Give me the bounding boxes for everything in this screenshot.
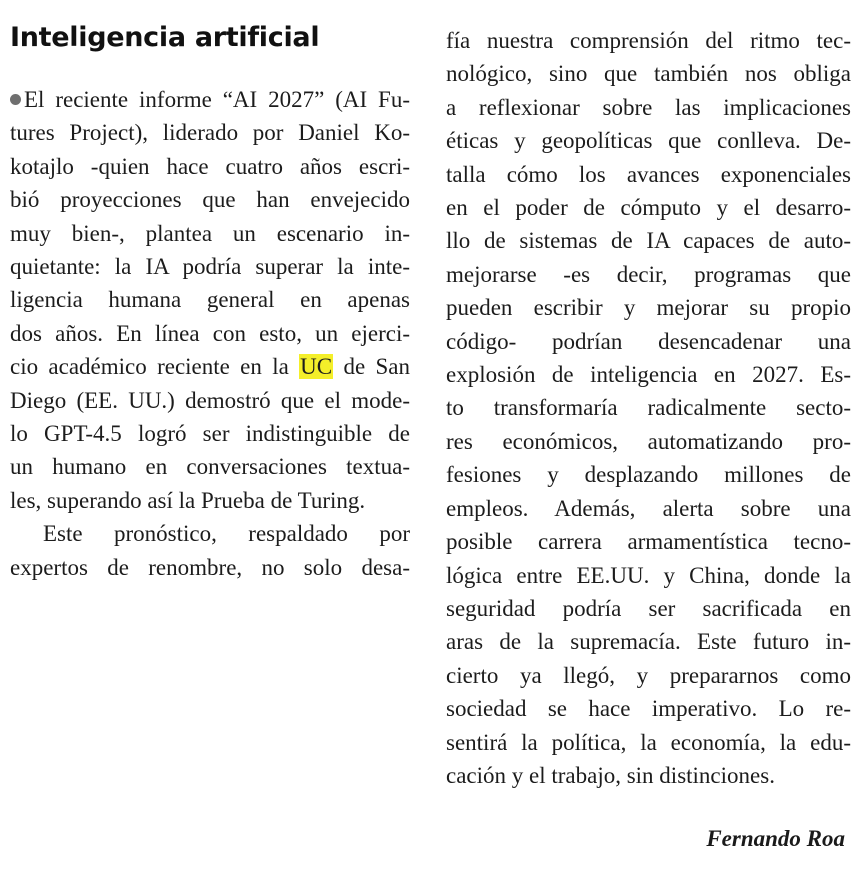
bullet-icon — [10, 94, 21, 105]
text-line: cación y el trabajo, sin distinciones. — [446, 762, 775, 788]
text-line: fía nuestra comprensión del ritmo tec- — [446, 28, 851, 53]
text-line: expertos de renombre, no solo desa- — [10, 554, 410, 580]
text-line: pueden escribir y mejorar su propio — [446, 295, 851, 321]
text-line-highlighted: cio académico reciente en la UC de San — [10, 354, 410, 380]
text-line: en el poder de cómputo y el desarro- — [446, 195, 851, 221]
text-line: a reflexionar sobre las implicaciones — [446, 94, 851, 120]
text-line: Diego (EE. UU.) demostró que el mode- — [10, 387, 410, 413]
text-line: explosión de inteligencia en 2027. Es- — [446, 362, 851, 388]
text-line: to transformaría radicalmente secto- — [446, 395, 851, 421]
text-line: res económicos, automatizando pro- — [446, 428, 851, 454]
text-line: muy bien-, plantea un escenario in- — [10, 220, 410, 246]
article-headline: Inteligencia artificial — [10, 22, 320, 53]
text-line: tures Project), liderado por Daniel Ko- — [10, 120, 410, 146]
text-line: aras de la supremacía. Este futuro in- — [446, 629, 851, 655]
text-line: quietante: la IA podría superar la inte- — [10, 254, 410, 280]
text-line: mejorarse -es decir, programas que — [446, 261, 851, 287]
text-line: sociedad se hace imperativo. Lo re- — [446, 696, 851, 722]
text-line: talla cómo los avances exponenciales — [446, 161, 851, 187]
text-line: bió proyecciones que han envejecido — [10, 187, 410, 213]
highlighted-term: UC — [300, 354, 333, 380]
text-line: cierto ya llegó, y prepararnos como — [446, 662, 851, 688]
text-line: dos años. En línea con esto, un ejerci- — [10, 320, 410, 346]
text-line: lo GPT-4.5 logró ser indistinguible de — [10, 421, 410, 447]
author-signature: Fernando Roa — [706, 826, 845, 851]
text-line: posible carrera armamentística tecno- — [446, 529, 851, 555]
text-line: sentirá la política, la economía, la edu- — [446, 729, 851, 755]
text-line: fesiones y desplazando millones de — [446, 462, 851, 488]
text-line: ligencia humana general en apenas — [10, 287, 410, 313]
text-line: nológico, sino que también nos obliga — [446, 61, 851, 87]
text-line: llo de sistemas de IA capaces de auto- — [446, 228, 851, 254]
text-line: seguridad podría ser sacrificada en — [446, 595, 851, 621]
text-line: éticas y geopolíticas que conlleva. De- — [446, 128, 851, 154]
text-line: kotajlo -quien hace cuatro años escri- — [10, 153, 410, 179]
text-line: El reciente informe “AI 2027” (AI Fu- — [10, 83, 410, 116]
text-line: código- podrían desencadenar una — [446, 328, 851, 354]
text-line: les, superando así la Prueba de Turing. — [10, 487, 366, 513]
text-line: un humano en conversaciones textua- — [10, 454, 410, 480]
right-column — [446, 24, 851, 792]
text-line: lógica entre EE.UU. y China, donde la — [446, 562, 851, 588]
text-line: Este pronóstico, respaldado por — [43, 521, 410, 547]
left-column — [10, 83, 410, 584]
text-line: empleos. Además, alerta sobre una — [446, 495, 851, 521]
